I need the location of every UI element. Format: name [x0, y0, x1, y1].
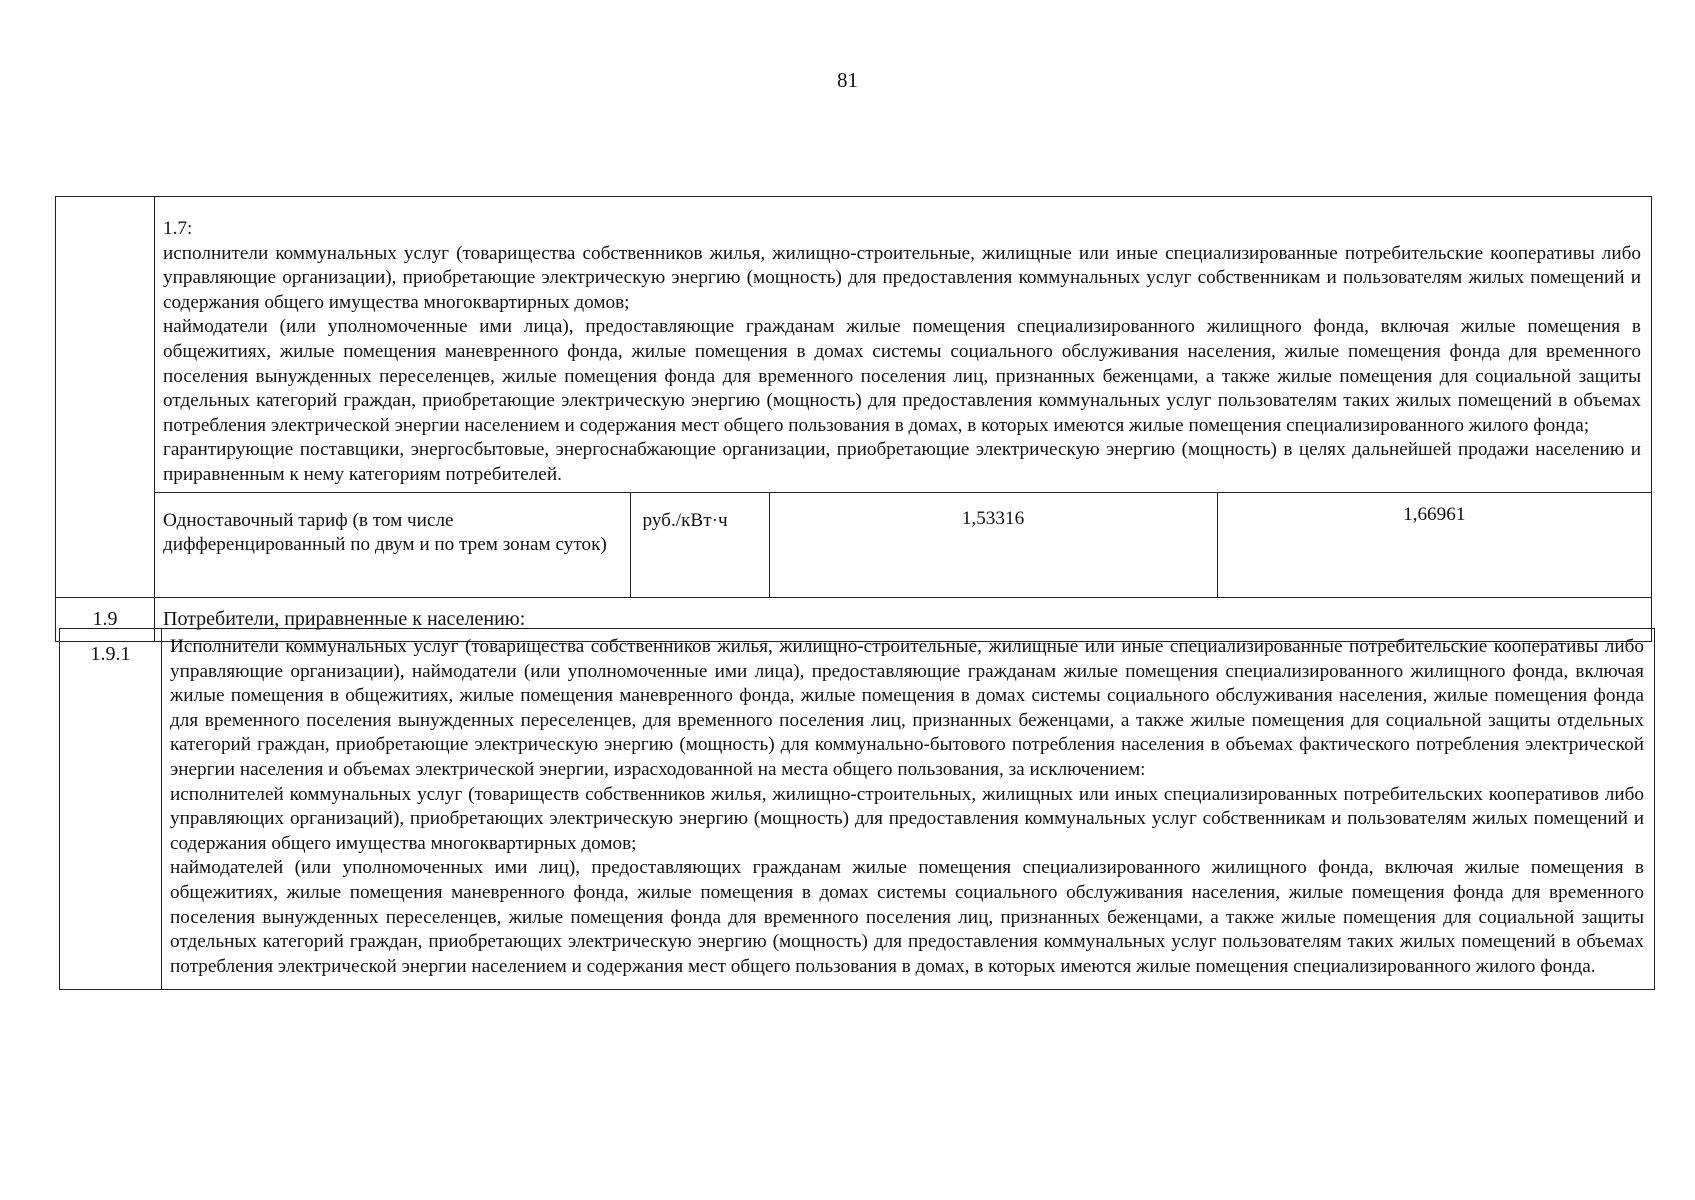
tariff-table-upper	[55, 196, 1652, 642]
row-number-1-9: 1.9	[56, 597, 155, 641]
table-row-1-7	[56, 197, 1652, 493]
tariff-value-2: 1,66961	[1403, 503, 1466, 525]
table-row-1-9-1	[60, 629, 1655, 990]
tariff-subtable	[155, 493, 1651, 597]
tariff-unit: руб./кВт·ч	[630, 493, 769, 597]
tariff-value-1: 1,53316	[769, 493, 1217, 597]
row-number-1-9-1: 1.9.1	[60, 629, 162, 990]
section-1-7-paragraph: гарантирующие поставщики, энергосбытовые, энергоснабжающие организации, приобретающие электрическую энергию (мощность) в целях дальнейшей продажи населению и приравненным к нему категориям потребителей.	[163, 439, 1641, 485]
row-1-9-1-paragraph: исполнителей коммунальных услуг (товариществ собственников жилья, жилищно-строительных, жилищных или иных специализированных потребительских кооперативов либо управляющих организаций), приобретающих электрическую энергию (мощность) для предоставления коммунальных услуг собственникам и пользователям жилых помещений и содержания общего имущества многоквартирных домов;	[170, 783, 1644, 854]
row-1-9-1-paragraph: наймодателей (или уполномоченных ими лиц), предоставляющих гражданам жилые помещения специализированного жилищного фонда, включая жилые помещения в общежитиях, жилые помещения маневренного фонда, жилые помещения в домах системы социального обслуживания населения, жилые помещения фонда для временного поселения вынужденных переселенцев, жилые помещения фонда для временного поселения лиц, признанных беженцами, а также жилые помещения для социальной защиты отдельных категорий граждан, приобретающих электрическую энергию (мощность) для предоставления коммунальных услуг пользователям таких жилых помещений в объемах потребления электрической энергии населением и содержания мест общего пользования в домах, в которых имеются жилые помещения специализированного жилого фонда.	[170, 857, 1644, 977]
row-1-9-1-description	[162, 629, 1655, 990]
section-1-7-heading: 1.7:	[163, 218, 193, 239]
section-1-7-description	[155, 197, 1652, 493]
tariff-name: Одноставочный тариф (в том числе дифференцированный по двум и по трем зонам суток)	[155, 493, 630, 597]
page-number: 81	[837, 68, 858, 92]
number-cell-empty	[56, 197, 155, 598]
section-1-7-paragraph: наймодатели (или уполномоченные ими лица), предоставляющие гражданам жилые помещения специализированного жилищного фонда, включая жилые помещения в общежитиях, жилые помещения маневренного фонда, жилые помещения в домах системы социального обслуживания населения, жилые помещения фонда для временного поселения вынужденных переселенцев, жилые помещения фонда для временного поселения лиц, признанных беженцами, а также жилые помещения для социальной защиты отдельных категорий граждан, приобретающие электрическую энергию (мощность) для предоставления коммунальных услуг пользователям таких жилых помещений в объемах потребления электрической энергии населением и содержания мест общего пользования в домах, в которых имеются жилые помещения специализированного жилого фонда;	[163, 316, 1641, 436]
tariff-row-container	[155, 492, 1652, 597]
tariff-table-lower	[59, 628, 1655, 990]
section-1-7-paragraph: исполнители коммунальных услуг (товарищества собственников жилья, жилищно-строительные, жилищные или иные специализированные потребительские кооперативы либо управляющие организации), приобретающие электрическую энергию (мощность) для предоставления коммунальных услуг собственникам и пользователям жилых помещений и содержания общего имущества многоквартирных домов;	[163, 242, 1641, 313]
table-row-tariff	[56, 492, 1652, 597]
row-1-9-text: Потребители, приравненные к населению:	[155, 597, 1652, 641]
row-1-9-1-paragraph: Исполнители коммунальных услуг (товарищества собственников жилья, жилищно-строительные, жилищные или иные специализированные потребительские кооперативы либо управляющие организации), наймодатели (или уполномоченные ими лица), предоставляющие гражданам жилые помещения специализированного жилищного фонда, включая жилые помещения в общежитиях, жилые помещения маневренного фонда, жилые помещения в домах системы социального обслуживания населения, жилые помещения фонда для временного поселения вынужденных переселенцев, для временного поселения лиц, признанных беженцами, а также жилые помещения для социальной защиты отдельных категорий граждан, приобретающие электрическую энергию (мощность) для коммунально-бытового потребления населения в объемах фактического потребления электрической энергии населения и объемах электрической энергии, израсходованной на места общего пользования, за исключением:	[170, 636, 1644, 780]
